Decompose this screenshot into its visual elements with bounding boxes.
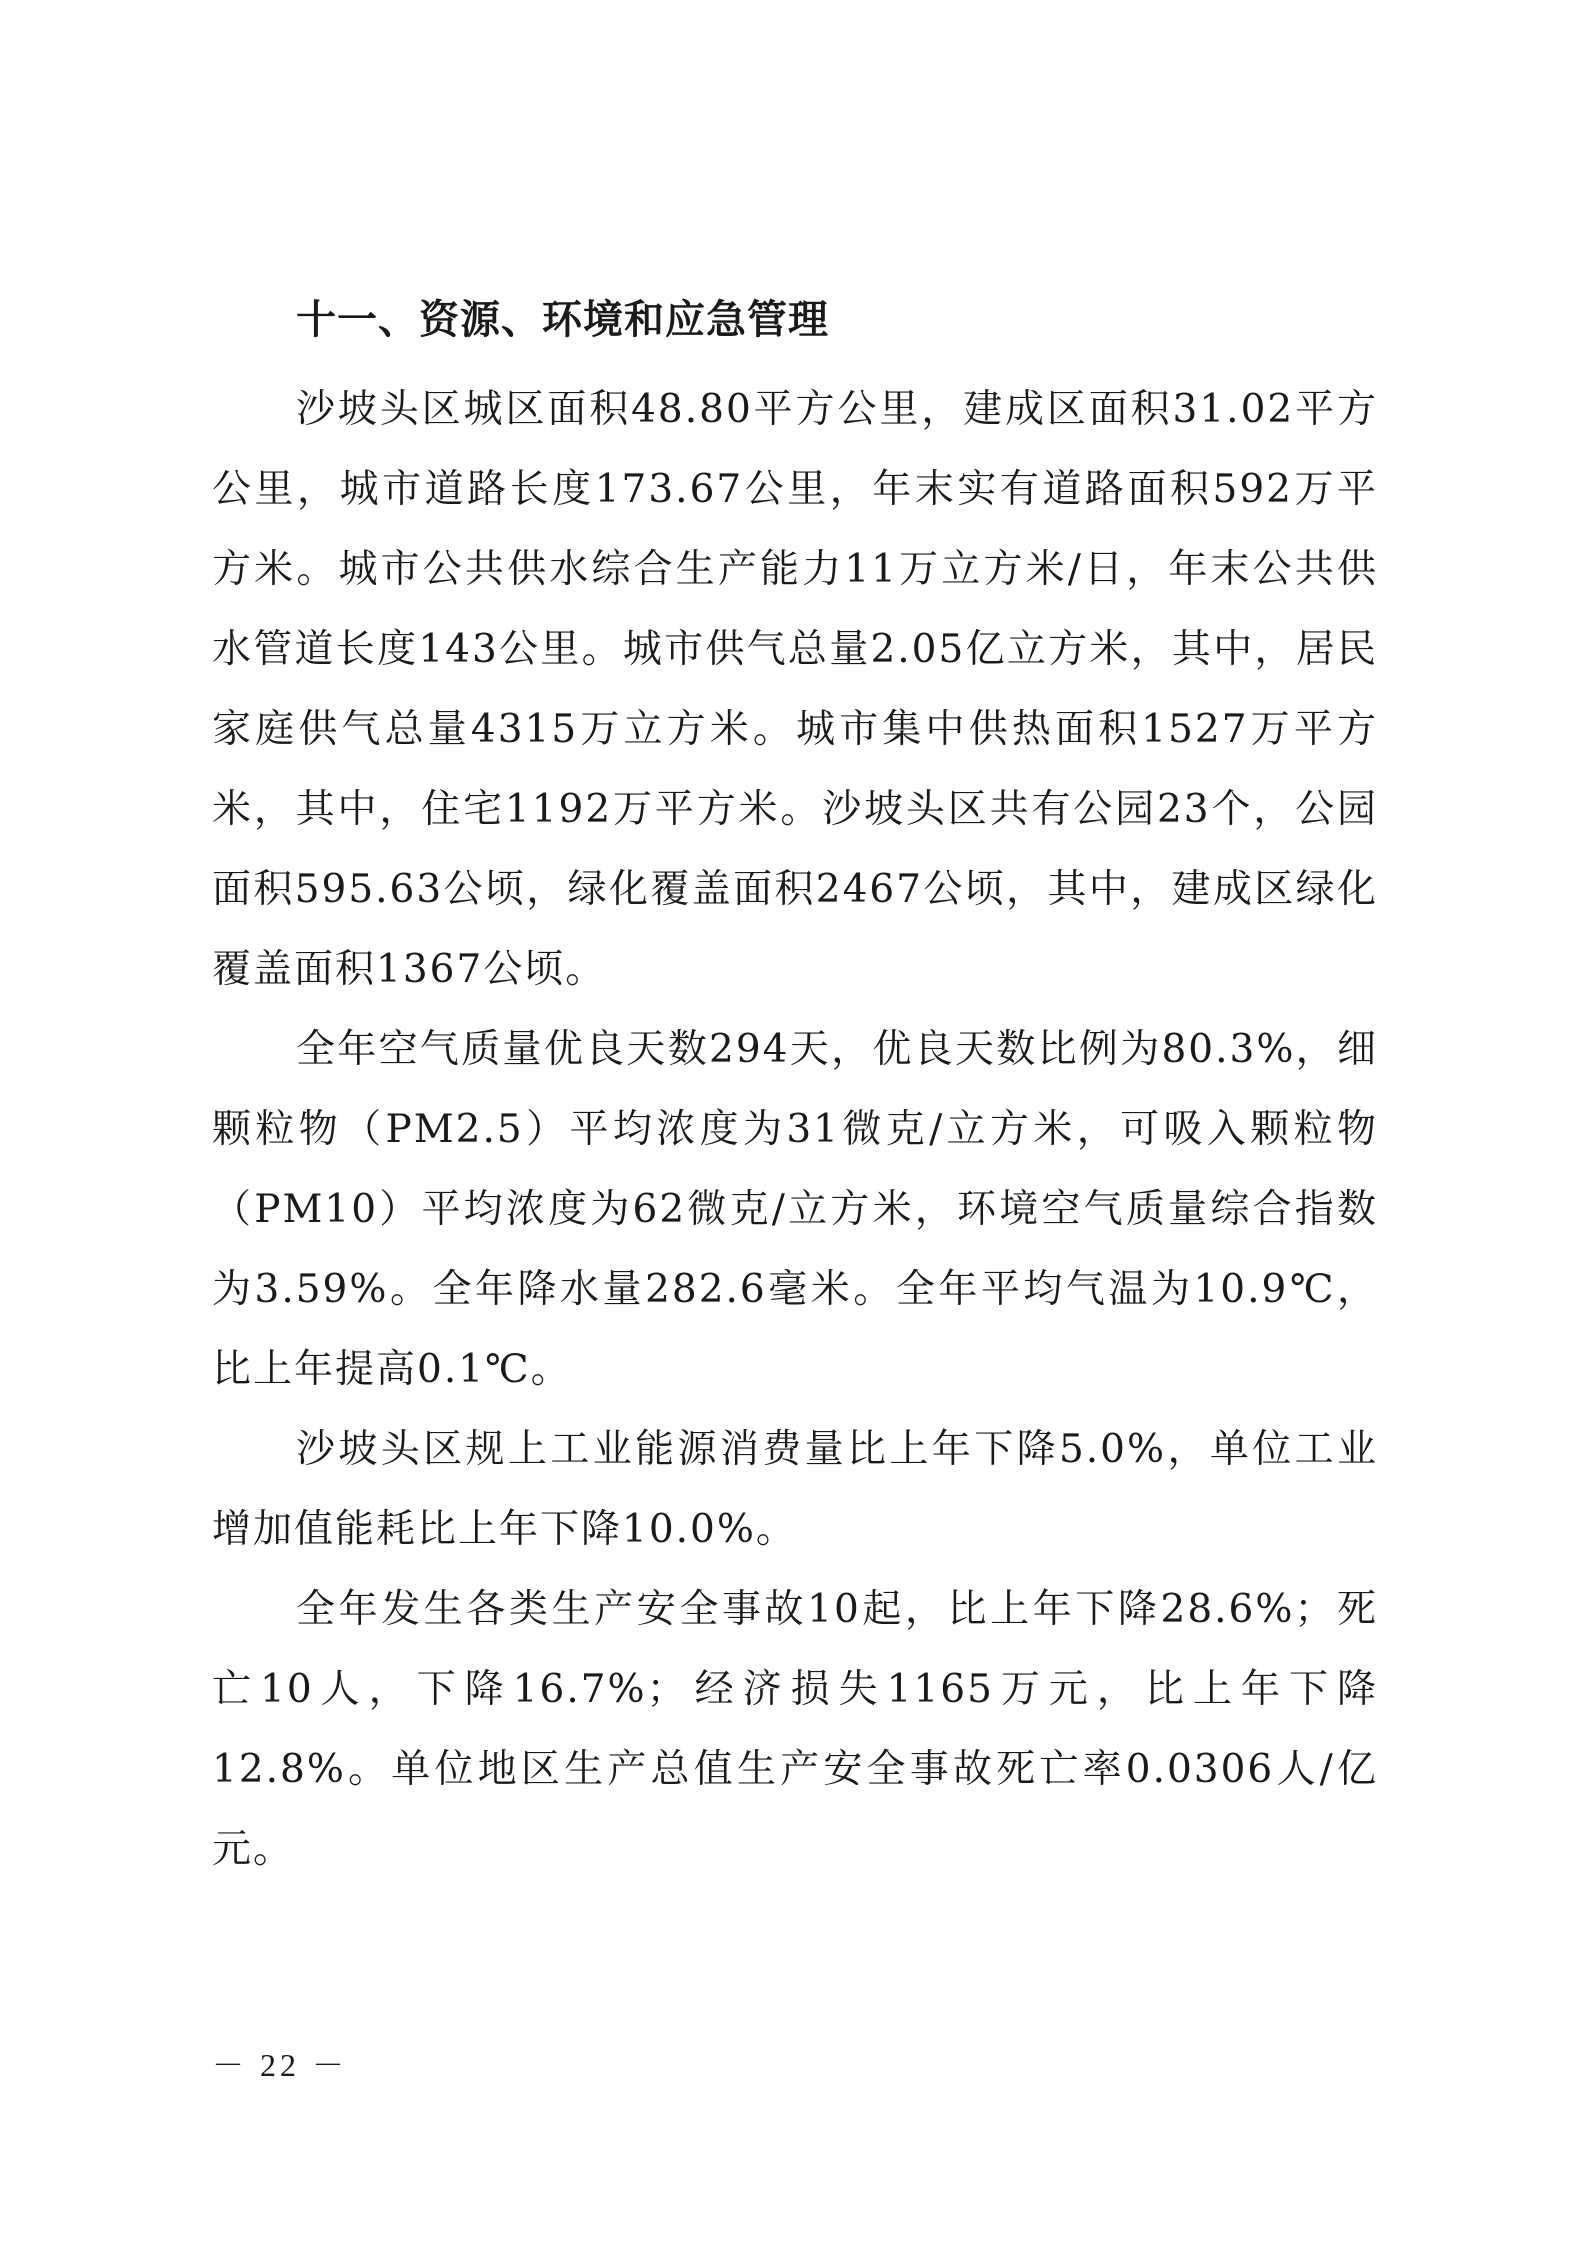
- paragraph-air-quality: 全年空气质量优良天数294天，优良天数比例为80.3%，细颗粒物（PM2.5）平均浓度为31微克/立方米，可吸入颗粒物（PM10）平均浓度为62微克/立方米，环境空气质量综合指数为3.59%。全年降水量282.6毫米。全年平均气温为10.9℃，比上年提高0.1℃。: [212, 1027, 1378, 1392]
- page-content: [212, 290, 1378, 1890]
- page-number: － 22 －: [212, 2047, 349, 2083]
- section-heading: 十一、资源、环境和应急管理: [296, 297, 829, 343]
- paragraph-energy-consumption: 沙坡头区规上工业能源消费量比上年下降5.0%，单位工业增加值能耗比上年下降10.0%。: [212, 1427, 1378, 1552]
- paragraph-production-safety: 全年发生各类生产安全事故10起，比上年下降28.6%；死亡10人，下降16.7%；经济损失1165万元，比上年下降12.8%。单位地区生产总值生产安全事故死亡率0.0306人/亿元。: [212, 1587, 1378, 1872]
- paragraph-urban-infrastructure: 沙坡头区城区面积48.80平方公里，建成区面积31.02平方公里，城市道路长度173.67公里，年末实有道路面积592万平方米。城市公共供水综合生产能力11万立方米/日，年末公共供水管道长度143公里。城市供气总量2.05亿立方米，其中，居民家庭供气总量4315万立方米。城市集中供热面积1527万平方米，其中，住宅1192万平方米。沙坡头区共有公园23个，公园面积595.63公顷，绿化覆盖面积2467公顷，其中，建成区绿化覆盖面积1367公顷。: [212, 387, 1378, 992]
